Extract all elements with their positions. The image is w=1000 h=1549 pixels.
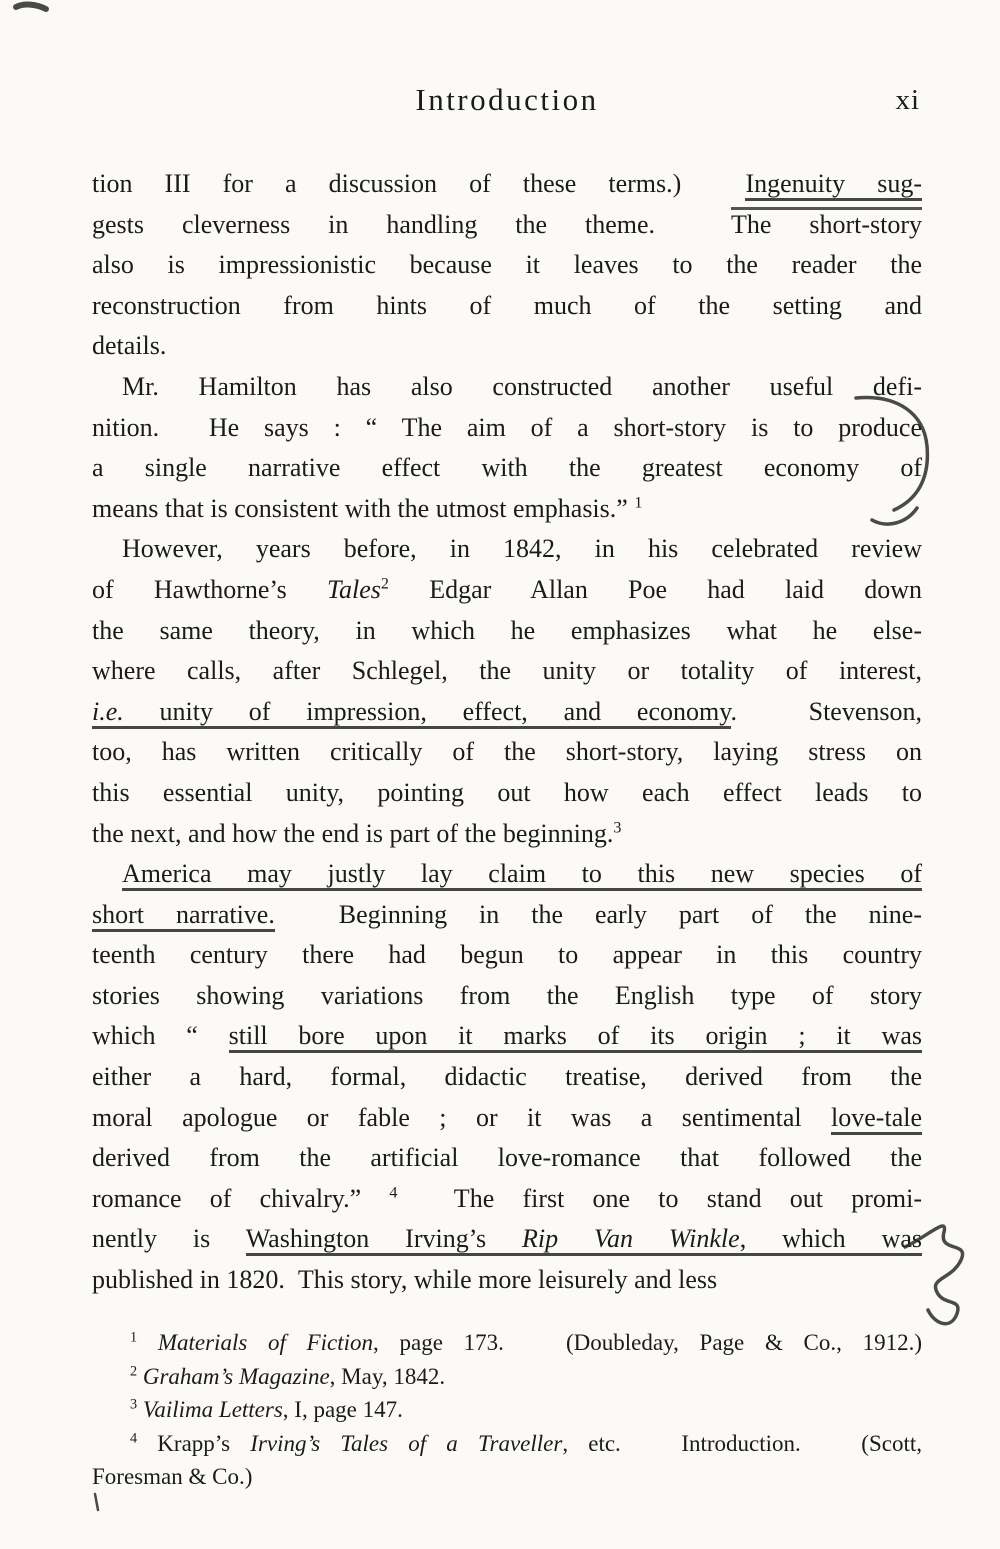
text-run: teenth century there had begun to appear in this country <box>92 940 922 970</box>
text-line <box>92 367 922 408</box>
text-run: a single narrative effect with the greatest economy of <box>92 453 922 483</box>
page-number: xi <box>895 84 920 116</box>
text-run: , page 173. (Doubleday, Page & Co., 1912.) <box>373 1330 923 1355</box>
text-line <box>92 448 922 489</box>
text-line <box>92 651 922 692</box>
text-run: Foresman & Co.) <box>92 1464 253 1489</box>
text-run: reconstruction from hints of much of the setting and <box>92 290 922 320</box>
text-run: 1 <box>130 1329 138 1346</box>
text-line <box>92 854 922 895</box>
text-run: , May, 1842. <box>329 1363 446 1389</box>
text-line <box>92 1326 922 1360</box>
text-run: 2 <box>380 575 389 593</box>
text-run: . Stevenson, <box>730 696 922 726</box>
text-run: tion III for a discussion of these terms.) <box>92 169 746 198</box>
text-run: nently is <box>92 1224 246 1254</box>
text-run: love-tale <box>831 1103 922 1135</box>
text-run: Materials of Fiction <box>157 1330 374 1355</box>
text-run: where calls, after Schlegel, the unity or totality of interest, <box>92 656 922 686</box>
text-run: Beginning in the early part of the nine- <box>274 899 922 929</box>
page-header <box>92 82 922 128</box>
text-run: too, has written critically of the short-story, laying stress on <box>92 737 922 767</box>
text-run: details. <box>92 331 167 361</box>
text-run: Edgar Allan Poe had laid down <box>388 574 922 604</box>
text-run: unity of impression, effect, and economy <box>124 697 731 729</box>
scan-artifact-bottom-left <box>95 1494 98 1510</box>
text-run: stories showing variations from the English type of story <box>92 980 922 1010</box>
text-line <box>92 489 922 530</box>
text-run: Krapp’s <box>137 1430 251 1456</box>
text-run: published in 1820. This story, while more leisurely and less <box>92 1265 718 1295</box>
scan-artifact-top-left <box>16 5 46 9</box>
text-run: also is impressionistic because it leaves to the reader the <box>92 250 922 280</box>
text-run: gests cleverness in handling the theme. <box>92 209 731 239</box>
text-run: either a hard, formal, didactic treatise, derived from the <box>92 1062 922 1092</box>
text-run: i.e. <box>92 697 124 729</box>
text-line <box>92 773 922 814</box>
text-run <box>137 1330 158 1355</box>
text-run: America may justly lay claim to this new species of <box>122 859 922 891</box>
text-line <box>92 611 922 652</box>
text-line <box>92 1138 922 1179</box>
text-run: which “ <box>92 1021 229 1051</box>
text-line <box>92 1219 922 1260</box>
text-run: The short-story <box>731 207 922 239</box>
text-line <box>92 814 922 855</box>
text-run: still bore upon it marks of its origin ; it was <box>229 1021 922 1053</box>
text-run: Graham’s Magazine <box>142 1363 330 1389</box>
text-line <box>92 976 922 1017</box>
text-run: 3 <box>130 1396 138 1413</box>
text-line <box>92 732 922 773</box>
text-line <box>92 692 922 733</box>
text-line <box>92 1460 922 1494</box>
footnotes <box>92 1326 922 1494</box>
text-line <box>92 895 922 936</box>
text-line <box>92 326 922 367</box>
text-line <box>92 1393 922 1427</box>
text-run: , which was <box>740 1224 922 1256</box>
text-run: means that is consistent with the utmost emphasis.” <box>92 493 635 523</box>
text-run: 2 <box>130 1362 138 1379</box>
text-run: 4 <box>130 1429 138 1446</box>
text-run: Irving’s Tales of a Traveller <box>250 1430 563 1456</box>
text-line <box>92 1098 922 1139</box>
text-line <box>92 935 922 976</box>
text-run: Tales <box>326 574 381 604</box>
text-run: the same theory, in which he emphasizes what he else- <box>92 615 922 645</box>
body-text <box>92 164 922 1301</box>
text-run: The first one to stand out promi- <box>397 1183 922 1213</box>
text-line <box>92 205 922 246</box>
text-line <box>92 1360 922 1394</box>
text-line <box>92 164 922 205</box>
text-run: 4 <box>389 1184 398 1202</box>
text-run: romance of chivalry.” <box>92 1183 390 1213</box>
text-line <box>92 245 922 286</box>
text-run: the next, and how the end is part of the beginning. <box>92 818 614 848</box>
text-line <box>92 1016 922 1057</box>
text-run: of Hawthorne’s <box>92 574 327 604</box>
text-run: Ingenuity sug- <box>745 169 922 201</box>
text-line <box>92 1427 922 1461</box>
text-run: Mr. Hamilton has also constructed another useful defi- <box>122 371 922 401</box>
text-line <box>92 1179 922 1220</box>
page-title: Introduction <box>415 82 599 117</box>
text-run: Rip Van Winkle <box>522 1224 740 1256</box>
text-run: , I, page 147. <box>282 1397 403 1422</box>
text-run: Vailima Letters <box>142 1397 283 1422</box>
text-line <box>92 286 922 327</box>
text-run: Washington Irving’s <box>246 1224 522 1256</box>
text-run: this essential unity, pointing out how each effect leads to <box>92 777 922 807</box>
text-run: nition. He says : “ The aim of a short-story is to produce <box>92 412 922 442</box>
text-line <box>92 1057 922 1098</box>
text-run: However, years before, in 1842, in his celebrated review <box>122 534 922 564</box>
text-line <box>92 570 922 611</box>
text-run: 3 <box>613 818 622 836</box>
text-line <box>92 529 922 570</box>
text-run: 1 <box>634 494 643 512</box>
text-run: short narrative. <box>92 900 275 932</box>
text-run: derived from the artificial love-romance that followed the <box>92 1143 922 1173</box>
text-run: , etc. Introduction. (Scott, <box>562 1430 922 1456</box>
text-line <box>92 408 922 449</box>
text-run: moral apologue or fable ; or it was a sentimental <box>92 1102 832 1132</box>
text-line <box>92 1260 922 1301</box>
